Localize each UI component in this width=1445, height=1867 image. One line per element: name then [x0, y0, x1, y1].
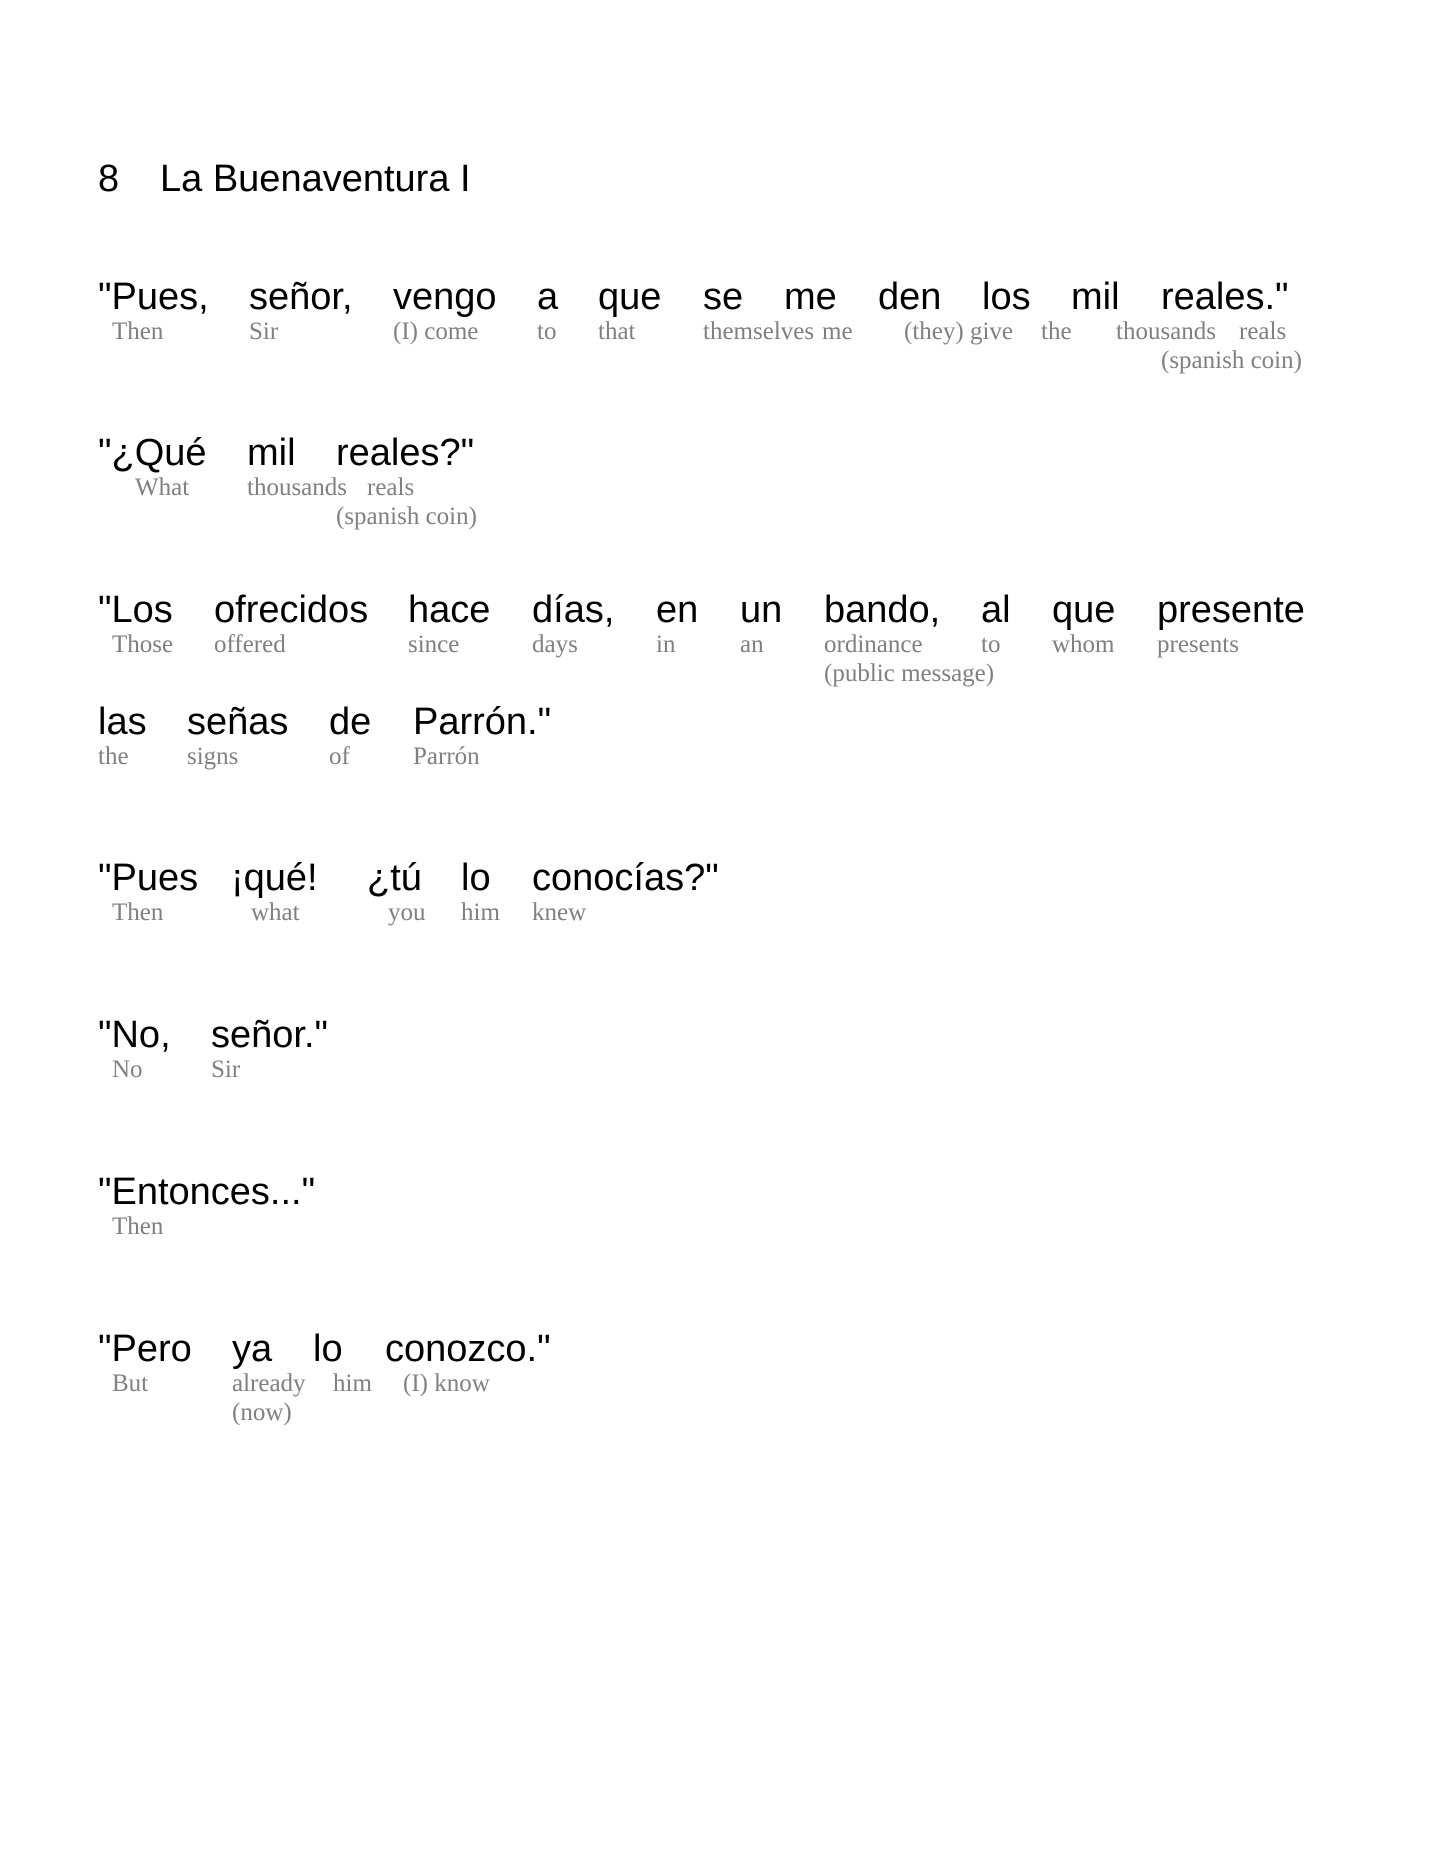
english-gloss: Sir — [249, 318, 279, 345]
spanish-word: "Los — [98, 589, 173, 631]
english-gloss: in — [656, 631, 676, 658]
spanish-word: que — [1052, 589, 1116, 631]
english-gloss-note: (public message) — [824, 660, 995, 687]
spanish-word: ya — [232, 1328, 273, 1370]
english-gloss: Parrón — [413, 743, 480, 770]
spanish-word: "No, — [98, 1014, 171, 1056]
english-gloss: what — [251, 899, 300, 926]
english-gloss: presents — [1157, 631, 1239, 658]
english-gloss: ordinance — [824, 631, 923, 658]
english-gloss: to — [981, 631, 1001, 658]
english-gloss: me — [822, 318, 853, 345]
english-gloss: him — [333, 1370, 372, 1397]
english-gloss: the — [98, 743, 129, 770]
spanish-word: vengo — [393, 276, 497, 318]
spanish-word: un — [740, 589, 783, 631]
spanish-word: mil — [1071, 276, 1120, 318]
english-gloss: knew — [532, 899, 587, 926]
spanish-word: que — [598, 276, 662, 318]
spanish-word: reales?" — [336, 432, 475, 474]
spanish-word: lo — [461, 857, 491, 899]
spanish-word: hace — [408, 589, 491, 631]
spanish-word: en — [656, 589, 699, 631]
english-gloss: days — [532, 631, 578, 658]
spanish-word: presente — [1157, 589, 1305, 631]
english-gloss: him — [461, 899, 500, 926]
spanish-word: ofrecidos — [214, 589, 369, 631]
spanish-word: reales." — [1161, 276, 1289, 318]
english-gloss: But — [112, 1370, 149, 1397]
spanish-word: "Pues — [98, 857, 199, 899]
spanish-word: las — [98, 701, 147, 743]
chapter-number: 8 — [98, 158, 120, 200]
english-gloss: that — [598, 318, 636, 345]
english-gloss: Then — [112, 1213, 164, 1240]
spanish-word: señas — [187, 701, 289, 743]
spanish-word: den — [878, 276, 942, 318]
english-gloss-note: (spanish coin) — [1161, 347, 1302, 374]
spanish-word: días, — [532, 589, 615, 631]
spanish-word: ¡qué! — [231, 857, 318, 899]
english-gloss: Those — [112, 631, 174, 658]
english-gloss-note: (spanish coin) — [336, 503, 477, 530]
spanish-word: se — [703, 276, 744, 318]
english-gloss: whom — [1052, 631, 1115, 658]
spanish-word: Parrón." — [413, 701, 552, 743]
spanish-word: señor." — [211, 1014, 329, 1056]
english-gloss: to — [537, 318, 557, 345]
english-gloss: since — [408, 631, 460, 658]
spanish-word: a — [537, 276, 559, 318]
english-gloss: (I) know — [403, 1370, 490, 1397]
spanish-word: "Pues, — [98, 276, 209, 318]
chapter-heading — [98, 158, 471, 201]
english-gloss: offered — [214, 631, 286, 658]
spanish-word: bando, — [824, 589, 941, 631]
english-gloss: the — [1041, 318, 1072, 345]
english-gloss: of — [329, 743, 350, 770]
spanish-word: ¿tú — [367, 857, 422, 899]
chapter-title: La Buenaventura I — [160, 158, 471, 200]
english-gloss: (I) come — [393, 318, 479, 345]
english-gloss: signs — [187, 743, 239, 770]
spanish-word: al — [981, 589, 1011, 631]
english-gloss: Sir — [211, 1056, 241, 1083]
english-gloss: What — [135, 474, 190, 501]
english-gloss: already — [232, 1370, 306, 1397]
english-gloss: No — [112, 1056, 143, 1083]
spanish-word: "Entonces..." — [98, 1171, 316, 1213]
spanish-word: lo — [313, 1328, 343, 1370]
english-gloss: you — [388, 899, 426, 926]
spanish-word: "¿Qué — [98, 432, 207, 474]
english-gloss: an — [740, 631, 764, 658]
spanish-word: conocías?" — [532, 857, 719, 899]
english-gloss-note: (now) — [232, 1399, 292, 1426]
english-gloss: (they) give — [904, 318, 1013, 345]
english-gloss: reals — [367, 474, 415, 501]
english-gloss: reals — [1239, 318, 1287, 345]
english-gloss: Then — [112, 318, 164, 345]
spanish-word: me — [784, 276, 837, 318]
english-gloss: themselves — [703, 318, 815, 345]
spanish-word: de — [329, 701, 372, 743]
english-gloss: Then — [112, 899, 164, 926]
english-gloss: thousands — [247, 474, 347, 501]
spanish-word: conozco." — [385, 1328, 551, 1370]
spanish-word: "Pero — [98, 1328, 192, 1370]
spanish-word: mil — [247, 432, 296, 474]
english-gloss: thousands — [1116, 318, 1216, 345]
spanish-word: señor, — [249, 276, 353, 318]
spanish-word: los — [982, 276, 1031, 318]
